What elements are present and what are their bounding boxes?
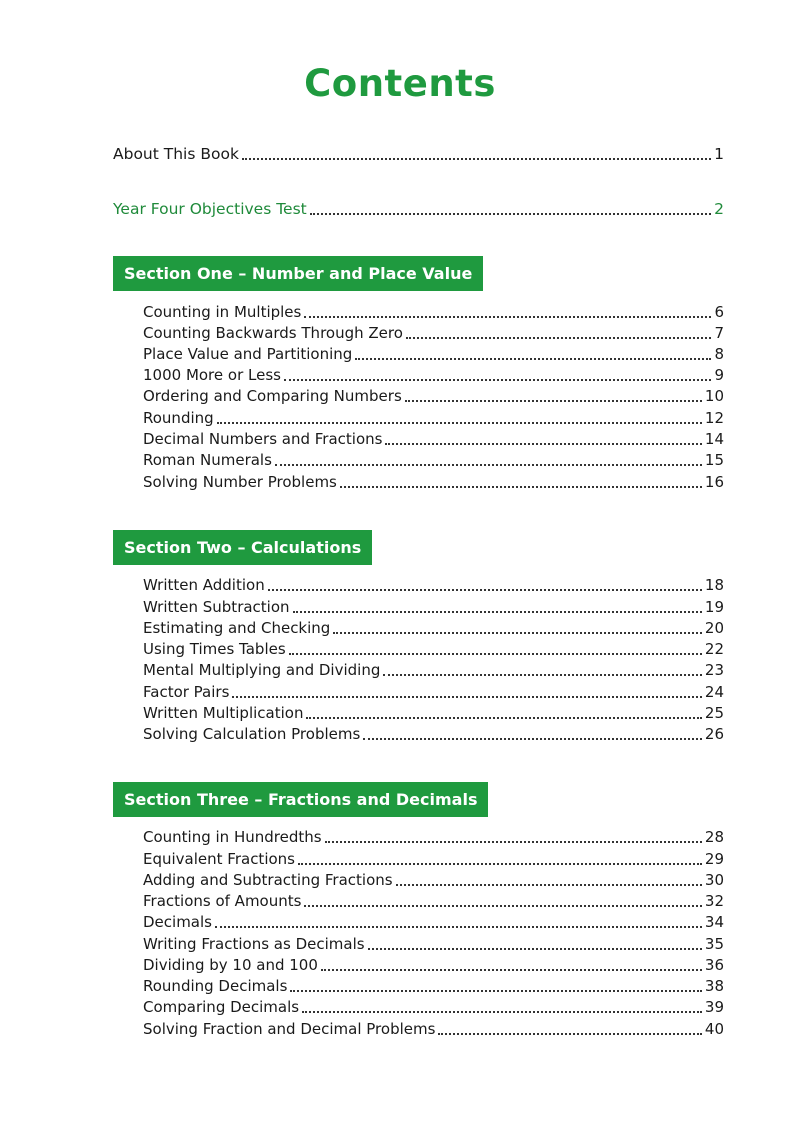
toc-entry-page: 29 bbox=[704, 850, 724, 868]
toc-entry-label: Rounding Decimals bbox=[143, 977, 288, 995]
toc-entry[interactable] bbox=[143, 976, 724, 997]
toc-entry-page: 10 bbox=[704, 387, 724, 405]
dot-leader bbox=[405, 399, 702, 402]
toc-entry[interactable] bbox=[143, 365, 724, 386]
toc-entry-page: 32 bbox=[704, 892, 724, 910]
toc-entry-label: Factor Pairs bbox=[143, 683, 230, 701]
dot-leader bbox=[304, 904, 701, 907]
toc-entry-page: 16 bbox=[704, 473, 724, 491]
toc-entry-page: 24 bbox=[704, 683, 724, 701]
dot-leader bbox=[304, 315, 711, 318]
toc-entry-page: 23 bbox=[704, 661, 724, 679]
toc-entry[interactable] bbox=[143, 344, 724, 365]
toc-entry-page: 14 bbox=[704, 430, 724, 448]
toc-entry-page: 28 bbox=[704, 828, 724, 846]
dot-leader bbox=[385, 442, 701, 445]
toc-entry-page: 15 bbox=[704, 451, 724, 469]
toc-entry-page: 35 bbox=[704, 935, 724, 953]
toc-entry-label: Solving Calculation Problems bbox=[143, 725, 361, 743]
toc-entry-label: Written Subtraction bbox=[143, 598, 290, 616]
dot-leader bbox=[284, 378, 711, 381]
toc-entry-label: Counting in Hundredths bbox=[143, 828, 322, 846]
dot-leader bbox=[302, 1010, 702, 1013]
toc-entry-page: 8 bbox=[714, 345, 724, 363]
toc-entry-page: 39 bbox=[704, 998, 724, 1016]
toc-entry-label: Place Value and Partitioning bbox=[143, 345, 353, 363]
dot-leader bbox=[298, 862, 702, 865]
dot-leader bbox=[321, 968, 702, 971]
toc-entry[interactable] bbox=[143, 575, 724, 596]
toc-entry-label: Written Addition bbox=[143, 576, 265, 594]
dot-leader bbox=[310, 212, 711, 215]
toc-entry[interactable] bbox=[143, 1019, 724, 1040]
toc-entry-label: About This Book bbox=[113, 145, 239, 163]
toc-entry[interactable] bbox=[143, 997, 724, 1018]
toc-entry-page: 36 bbox=[704, 956, 724, 974]
dot-leader bbox=[383, 673, 702, 676]
toc-entry-page: 25 bbox=[704, 704, 724, 722]
toc-entry-label: 1000 More or Less bbox=[143, 366, 281, 384]
dot-leader bbox=[396, 883, 702, 886]
toc-entry-label: Dividing by 10 and 100 bbox=[143, 956, 318, 974]
toc-entry[interactable] bbox=[143, 934, 724, 955]
toc-entry[interactable] bbox=[143, 849, 724, 870]
toc-entry-page: 18 bbox=[704, 576, 724, 594]
toc-entry-page: 26 bbox=[704, 725, 724, 743]
toc-entry-label: Comparing Decimals bbox=[143, 998, 300, 1016]
toc-entry-page: 40 bbox=[704, 1020, 724, 1038]
toc-entry-label: Year Four Objectives Test bbox=[113, 200, 307, 218]
toc-entry[interactable] bbox=[143, 827, 724, 848]
section-heading-one: Section One – Number and Place Value bbox=[113, 256, 483, 291]
toc-entry-label: Rounding bbox=[143, 409, 214, 427]
toc-entry[interactable] bbox=[143, 955, 724, 976]
toc-entry-page: 7 bbox=[714, 324, 724, 342]
dot-leader bbox=[217, 421, 702, 424]
toc-entry[interactable] bbox=[143, 703, 724, 724]
toc-entry[interactable] bbox=[143, 682, 724, 703]
toc-entry-page: 9 bbox=[714, 366, 724, 384]
toc-entry-page: 1 bbox=[714, 145, 724, 163]
toc-entry-page: 20 bbox=[704, 619, 724, 637]
section-heading-three: Section Three – Fractions and Decimals bbox=[113, 782, 488, 817]
dot-leader bbox=[363, 737, 702, 740]
toc-entry[interactable] bbox=[143, 912, 724, 933]
toc-entry[interactable] bbox=[143, 302, 724, 323]
toc-entry[interactable] bbox=[143, 472, 724, 493]
toc-entry-page: 22 bbox=[704, 640, 724, 658]
toc-entry-label: Counting Backwards Through Zero bbox=[143, 324, 403, 342]
toc-entry-label: Roman Numerals bbox=[143, 451, 272, 469]
toc-entry-label: Counting in Multiples bbox=[143, 303, 302, 321]
toc-entry-page: 30 bbox=[704, 871, 724, 889]
toc-entry[interactable] bbox=[143, 597, 724, 618]
dot-leader bbox=[242, 157, 711, 160]
toc-entry-page: 34 bbox=[704, 913, 724, 931]
toc-entry-label: Decimal Numbers and Fractions bbox=[143, 430, 383, 448]
toc-entry-page: 19 bbox=[704, 598, 724, 616]
toc-entry-label: Solving Fraction and Decimal Problems bbox=[143, 1020, 436, 1038]
toc-entry[interactable] bbox=[143, 408, 724, 429]
toc-entry-label: Adding and Subtracting Fractions bbox=[143, 871, 393, 889]
toc-entry[interactable] bbox=[143, 323, 724, 344]
dot-leader bbox=[215, 925, 702, 928]
dot-leader bbox=[289, 652, 702, 655]
toc-entry-label: Mental Multiplying and Dividing bbox=[143, 661, 381, 679]
toc-entry-page: 6 bbox=[714, 303, 724, 321]
dot-leader bbox=[293, 610, 702, 613]
section-heading-two: Section Two – Calculations bbox=[113, 530, 372, 565]
toc-entry-page: 12 bbox=[704, 409, 724, 427]
toc-entry-page: 2 bbox=[714, 200, 724, 218]
toc-entry-label: Equivalent Fractions bbox=[143, 850, 295, 868]
toc-entry[interactable] bbox=[143, 660, 724, 681]
toc-entry-objectives-test[interactable] bbox=[113, 199, 724, 220]
toc-entry-label: Decimals bbox=[143, 913, 212, 931]
dot-leader bbox=[290, 989, 702, 992]
dot-leader bbox=[355, 357, 711, 360]
dot-leader bbox=[340, 485, 702, 488]
toc-entry-label: Using Times Tables bbox=[143, 640, 286, 658]
toc-entry-label: Ordering and Comparing Numbers bbox=[143, 387, 402, 405]
toc-entry-label: Solving Number Problems bbox=[143, 473, 337, 491]
toc-entry-page: 38 bbox=[704, 977, 724, 995]
dot-leader bbox=[275, 463, 702, 466]
toc-entry-about[interactable] bbox=[113, 144, 724, 165]
toc-entry-label: Estimating and Checking bbox=[143, 619, 331, 637]
dot-leader bbox=[268, 588, 702, 591]
toc-entry-label: Fractions of Amounts bbox=[143, 892, 302, 910]
dot-leader bbox=[232, 695, 702, 698]
dot-leader bbox=[333, 631, 702, 634]
toc-entry[interactable] bbox=[143, 618, 724, 639]
toc-entry-label: Writing Fractions as Decimals bbox=[143, 935, 365, 953]
page-title: Contents bbox=[304, 62, 496, 105]
dot-leader bbox=[438, 1032, 701, 1035]
toc-entry[interactable] bbox=[143, 429, 724, 450]
toc-entry-label: Written Multiplication bbox=[143, 704, 304, 722]
dot-leader bbox=[325, 840, 702, 843]
toc-entry[interactable] bbox=[143, 724, 724, 745]
toc-entry[interactable] bbox=[143, 870, 724, 891]
toc-entry[interactable] bbox=[143, 891, 724, 912]
toc-entry[interactable] bbox=[143, 386, 724, 407]
toc-entry[interactable] bbox=[143, 639, 724, 660]
dot-leader bbox=[406, 336, 712, 339]
dot-leader bbox=[368, 947, 702, 950]
toc-entry[interactable] bbox=[143, 450, 724, 471]
dot-leader bbox=[306, 716, 701, 719]
